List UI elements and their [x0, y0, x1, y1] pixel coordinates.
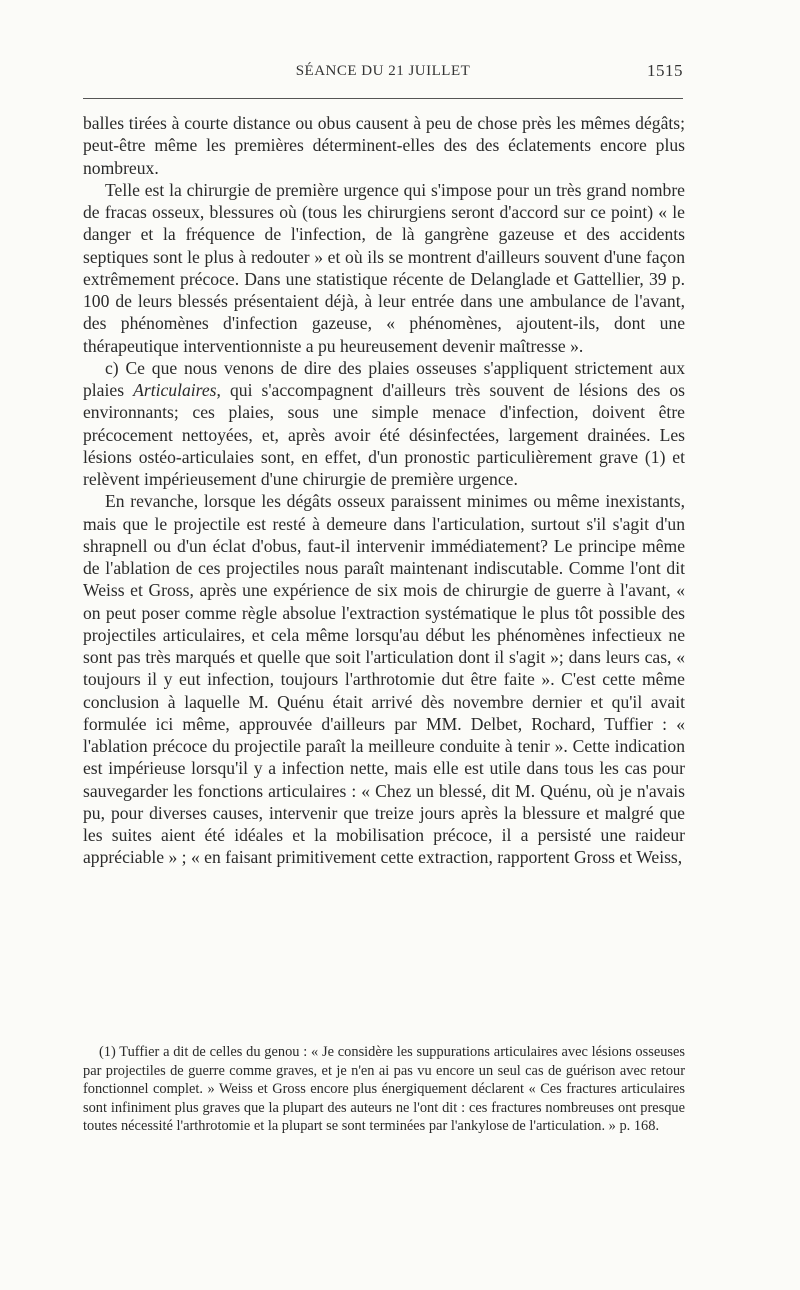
running-header: [83, 58, 683, 84]
footnote-1: (1) Tuffier a dit de celles du genou : « Je considère les suppurations articulaires avec lésions osseuses par projectiles de guerre comme graves, et je n'en ai pas vu encore un seul cas de guérison avec retour fonctionnel complet. » Weiss et Gross encore plus énergiquement déclarent « Ces fractures articulaires sont infiniment plus graves que la plupart des auteurs ne l'ont dit : ces fractures nombreuses ont presque toutes nécessité l'arthrotomie et la plupart se sont terminées par l'ankylose de l'articulation. » p. 168.: [83, 1044, 685, 1135]
header-rule: [83, 98, 683, 99]
footnote-block: [83, 1043, 685, 1136]
paragraph-1: balles tirées à courte distance ou obus causent à peu de chose près les mêmes dégâts; peut-être même les premières déterminent-elles des des éclatements encore plus nombreux.: [83, 113, 685, 178]
header-title: SÉANCE DU 21 JUILLET: [295, 62, 471, 79]
paragraph-2: Telle est la chirurgie de première urgence qui s'impose pour un très grand nombre de fracas osseux, blessures où (tous les chirurgiens seront d'accord sur ce point) « le danger et la fréquence de l'infection, de là gangrène gazeuse et des accidents septiques sont le plus à redouter » et où ils se montrent d'ailleurs souvent d'une façon extrêmement précoce. Dans une statistique récente de Delanglade et Gattellier, 39 p. 100 de leurs blessés présentaient déjà, à leur entrée dans une ambulance de l'avant, des phénomènes d'infection gazeuse, « phénomènes, ajoutent-ils, dont une thérapeutique interventionniste a pu heureusement devenir maîtresse ».: [83, 179, 685, 356]
paragraph-4: En revanche, lorsque les dégâts osseux paraissent minimes ou même inexistants, mais que le projectile est resté à demeure dans l'articulation, surtout s'il s'agit d'un shrapnell ou d'un éclat d'obus, faut-il intervenir immédiatement? Le principe même de l'ablation de ces projectiles nous paraît maintenant indiscutable. Comme l'ont dit Weiss et Gross, après une expérience de six mois de chirurgie de guerre à l'avant, « on peut poser comme règle absolue l'extraction systématique le plus tôt possible des projectiles articulaires, et cela même lorsqu'au début les phénomènes infectieux ne sont pas très marqués et quelle que soit l'articulation dont il s'agit »; dans leurs cas, « toujours il y eut infection, toujours l'arthrotomie dut être faite ». C'est cette même conclusion à laquelle M. Quénu était arrivé dès novembre dernier et qu'il avait formulée ici même, approuvée d'ailleurs par MM. Delbet, Rochard, Tuffier : « l'ablation précoce du projectile paraît la meilleure conduite à tenir ». Cette indication est impérieuse lorsqu'il y a infection nette, mais elle est utile dans tous les cas pour sauvegarder les fonctions articulaires : « Chez un blessé, dit M. Quénu, où je n'avais pu, pour diverses causes, intervenir que treize jours après la blessure et malgré que les suites aient été idéales et la mobilisation précoce, il a persisté une raideur appréciable » ; « en faisant primitivement cette extraction, rapportent Gross et Weiss,: [83, 491, 685, 868]
paragraph-3-end: , qui s'accompagnent d'ailleurs très souvent de lésions des os environnants; ces plaies, sous une simple menace d'infection, doivent être précocement nettoyées, et, après avoir été désinfectées, largement drainées. Les lésions ostéo-articulaies sont, en effet, d'un pronostic particulièrement grave (1) et relèvent impérieusement d'une chirurgie de première urgence.: [83, 380, 686, 489]
page-number: 1515: [647, 61, 683, 80]
paragraph-3-start: c) Ce que nous venons de dire des plaies osseuses s'appliquent strictement aux plaies: [83, 357, 685, 400]
paragraph-3-emphasis: Articulaires: [133, 380, 217, 400]
paragraph-3: [83, 357, 685, 491]
body-text: [83, 112, 685, 869]
